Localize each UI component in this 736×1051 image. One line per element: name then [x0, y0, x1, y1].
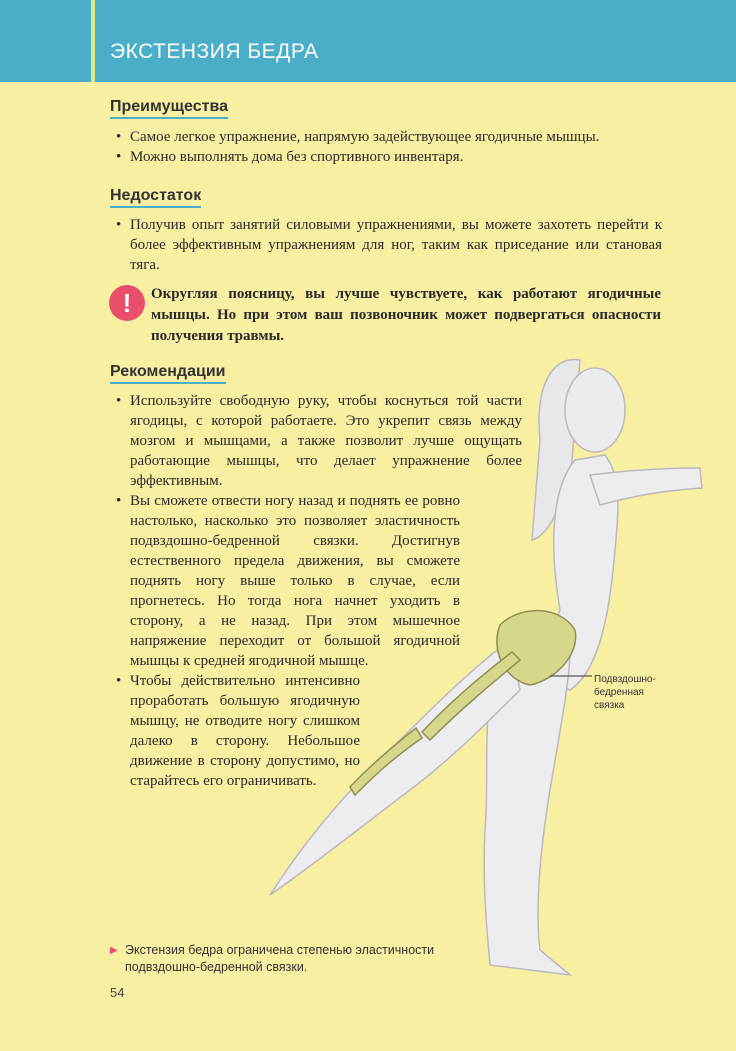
list-item: • Самое легкое упражнение, напрямую задействующее ягодичные мышцы.	[116, 127, 664, 147]
list-item: • Чтобы действительно интенсивно проработать большую ягодичную мышцу, не отводите ногу слишком далеко в сторону. Небольшое движение в сторону допустимо, но старайтесь его ограничивать.	[116, 671, 360, 791]
warning-text: Округляя поясницу, вы лучше чувствуете, как работают ягодичные мышцы. Но при этом ваш позвоночник может подвергаться опасности получения травмы.	[151, 286, 661, 344]
page-number: 54	[110, 985, 125, 1000]
page-title: ЭКСТЕНЗИЯ БЕДРА	[110, 40, 319, 63]
list-item: • Вы сможете отвести ногу назад и поднять ее ровно настолько, насколько это позволяет эластичность подвздошно-бедренной связки. Достигнув естественного предела движения, вы сможете поднять ногу выше только в случае, если прогнетесь. Но тогда нога начнет уходить в сторону, а не назад. При этом мышечное напряжение переходит от большой ягодичной мышцы к средней ягодичной мышце.	[116, 491, 460, 671]
figure-caption	[110, 942, 490, 976]
head-shape	[565, 368, 625, 452]
caption-arrow-icon: ▶	[110, 945, 118, 956]
arm-shape	[590, 468, 702, 505]
recommendations-list	[116, 391, 522, 791]
advantages-list	[116, 127, 664, 167]
disadvantage-heading: Недостаток	[110, 187, 201, 208]
list-item: • Можно выполнять дома без спортивного инвентаря.	[116, 147, 664, 167]
list-item: • Получив опыт занятий силовыми упражнениями, вы можете захотеть перейти к более эффективным упражнениям для ног, таким как приседание или становая тяга.	[116, 215, 662, 275]
disadvantage-list	[116, 215, 662, 275]
header-stripe	[91, 0, 95, 82]
recommendations-heading: Рекомендации	[110, 363, 226, 384]
page-header	[0, 0, 736, 82]
figure-label: Подвздошно-бедренная связка	[594, 674, 656, 711]
exclamation-icon: !	[109, 285, 145, 321]
list-item: • Используйте свободную руку, чтобы коснуться той части ягодицы, с которой работаете. Это укрепит связь между мозгом и мышцами, а также позволит лучше ощущать работающие мышцы, что делает упражнение более эффективным.	[116, 391, 522, 491]
advantages-heading: Преимущества	[110, 98, 228, 119]
caption-text: Экстензия бедра ограничена степенью эластичности подвздошно-бедренной связки.	[125, 943, 435, 974]
